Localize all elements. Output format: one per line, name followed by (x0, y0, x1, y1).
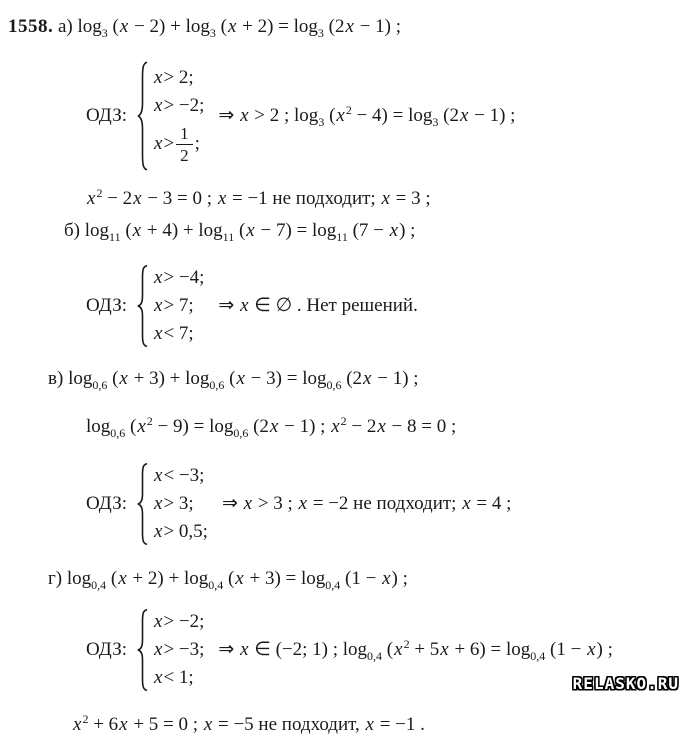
odz-case: x > 3; (154, 493, 194, 514)
odz-case: x > 0,5; (154, 521, 208, 542)
solution-line-a: $x^2 - 2x - 3 = 0$ ; x = −1 не подходит; x = 3 ; (87, 186, 431, 209)
odz-case: x < −3; (154, 465, 205, 486)
equation-line-g: г) $\log_{0,4} (x + 2) + \log_{0,4} (x + 3) = \log_{0,4} (1 - x)$ ; (48, 568, 408, 592)
equation-line-v2: $\log_{0,6} (x^2 - 9) = \log_{0,6} (2x - 1)$ ; $x^2 - 2x - 8 = 0$ ; (86, 414, 457, 440)
equation-line-b: б) $\log_{11} (x + 4) + \log_{11} (x - 7) = \log_{11} (7 - x)$ ; (64, 220, 416, 244)
odz-label: ОДЗ: (86, 295, 128, 316)
odz-case: x < 7; (154, 323, 194, 344)
left-brace-icon (136, 264, 150, 348)
odz-case: x > −2; (154, 95, 205, 116)
odz-label: ОДЗ: (86, 493, 128, 514)
odz-conclusion: ⇒ x ∈ ∅ . Нет решений. (218, 295, 418, 316)
odz-case: x > −4; (154, 267, 205, 288)
odz-system-v (86, 460, 686, 548)
odz-case: x > 2; (154, 67, 194, 88)
odz-case: x > −3; (154, 639, 205, 660)
odz-conclusion: ⇒ x > 3 ; x = −2 не подходит; x = 4 ; (221, 493, 512, 514)
odz-case: x > −2; (154, 611, 205, 632)
odz-case: x > $\frac{1}{2}$ ; (154, 123, 200, 165)
left-brace-icon (136, 608, 150, 692)
left-brace-icon (136, 60, 150, 172)
odz-label: ОДЗ: (86, 105, 128, 126)
odz-cases (150, 608, 204, 692)
odz-cases (150, 264, 204, 348)
odz-case: x < 1; (154, 667, 194, 688)
odz-cases (150, 64, 204, 168)
odz-label: ОДЗ: (86, 639, 128, 660)
left-brace-icon (136, 462, 150, 546)
odz-conclusion: ⇒ x > 2 ; $\log_3 (x^2 - 4) = \log_3 (2x - 1)$ ; (218, 103, 516, 129)
fraction: $\frac{1}{2}$ (176, 125, 193, 164)
watermark: RELASKO.RU (572, 674, 679, 693)
equation-line-v: в) $\log_{0,6} (x + 3) + \log_{0,6} (x - 3) = \log_{0,6} (2x - 1)$ ; (48, 368, 419, 392)
solution-line-g: $x^2 + 6x + 5 = 0$ ; x = −5 не подходит, x = −1 . (73, 712, 425, 735)
odz-case: x > 7; (154, 295, 194, 316)
odz-cases (150, 462, 208, 546)
odz-system-b (86, 262, 686, 350)
odz-conclusion: ⇒ x ∈ (−2; 1) ; $\log_{0,4} (x^2 + 5x + 6) = \log_{0,4} (1 - x)$ ; (218, 637, 613, 663)
odz-system-a (86, 58, 686, 174)
equation-line-a: 1558. а) $\log_3 (x - 2) + \log_3 (x + 2) = \log_3 (2x - 1)$ ; (8, 16, 402, 40)
